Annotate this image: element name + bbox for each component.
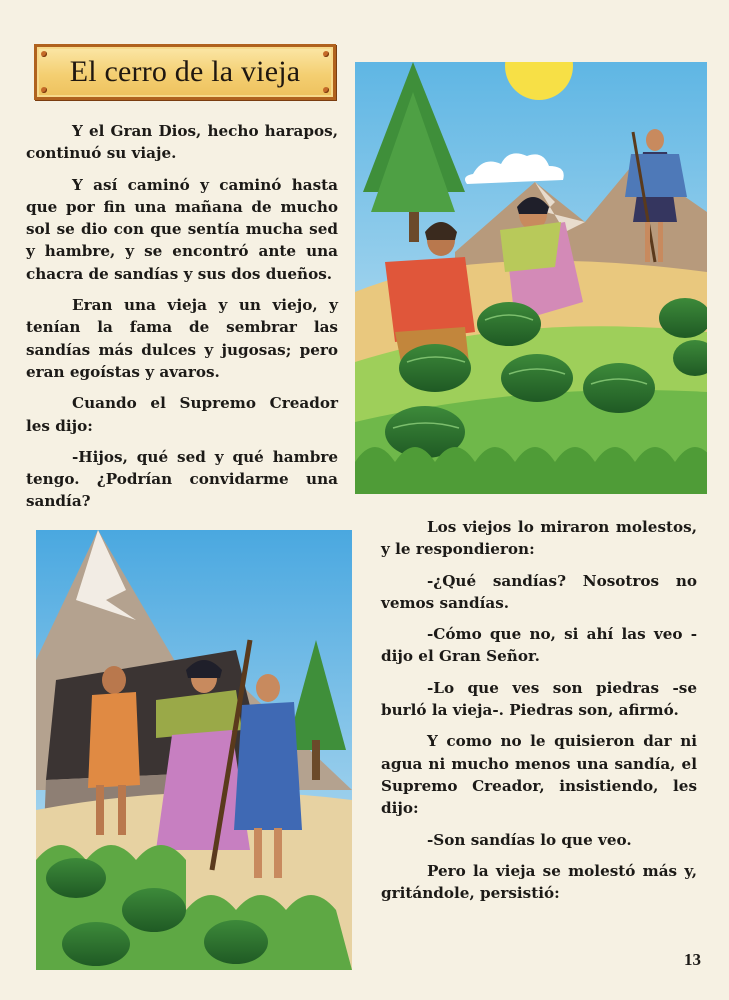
paragraph: Y así caminó y caminó hasta que por fin una mañana de mucho sol se dio con que sentía mucha sed y hambre, y se encontró ante una chacra de sandías y sus dos dueños. (26, 175, 338, 283)
paragraph: -Son sandías lo que veo. (427, 830, 632, 849)
paragraph: Y el Gran Dios, hecho harapos, continuó su viaje. (26, 122, 338, 163)
illustration-couple-svg (36, 530, 352, 970)
text-column-right (381, 516, 697, 913)
illustration-field-svg (355, 62, 707, 494)
paragraph: -¿Qué sandías? Nosotros no vemos sandías. (381, 571, 697, 612)
paragraph: -Hijos, qué sed y qué hambre tengo. ¿Podrían convidarme una sandía? (26, 447, 338, 511)
page-number: 13 (684, 950, 701, 969)
paragraph: -Cómo que no, si ahí las veo -dijo el Gran Señor. (381, 625, 697, 666)
paragraph: -Lo que ves son piedras -se burló la vieja-. Piedras son, afirmó. (381, 678, 697, 720)
rivet-decoration (41, 51, 47, 57)
rivet-decoration (323, 87, 329, 93)
paragraph: Y como no le quisieron dar ni agua ni mucho menos una sandía, el Supremo Creador, insistiendo, les dijo: (381, 732, 697, 818)
page-title: El cerro de la vieja (69, 55, 301, 88)
paragraph: Eran una vieja y un viejo, y tenían la fama de sembrar las sandías más dulces y jugosas; pero eran egoístas y avaros. (26, 296, 338, 381)
paragraph: Pero la vieja se molestó más y, gritándole, persistió: (381, 861, 697, 903)
rivet-decoration (323, 51, 329, 57)
rivet-decoration (41, 87, 47, 93)
paragraph: Los viejos lo miraron molestos, y le respondieron: (381, 518, 697, 559)
paragraph: Cuando el Supremo Creador les dijo: (26, 394, 338, 435)
illustration-old-couple-refusing (36, 530, 352, 970)
title-banner (34, 44, 336, 100)
illustration-watermelon-field (355, 62, 707, 494)
text-column-left (26, 120, 338, 522)
